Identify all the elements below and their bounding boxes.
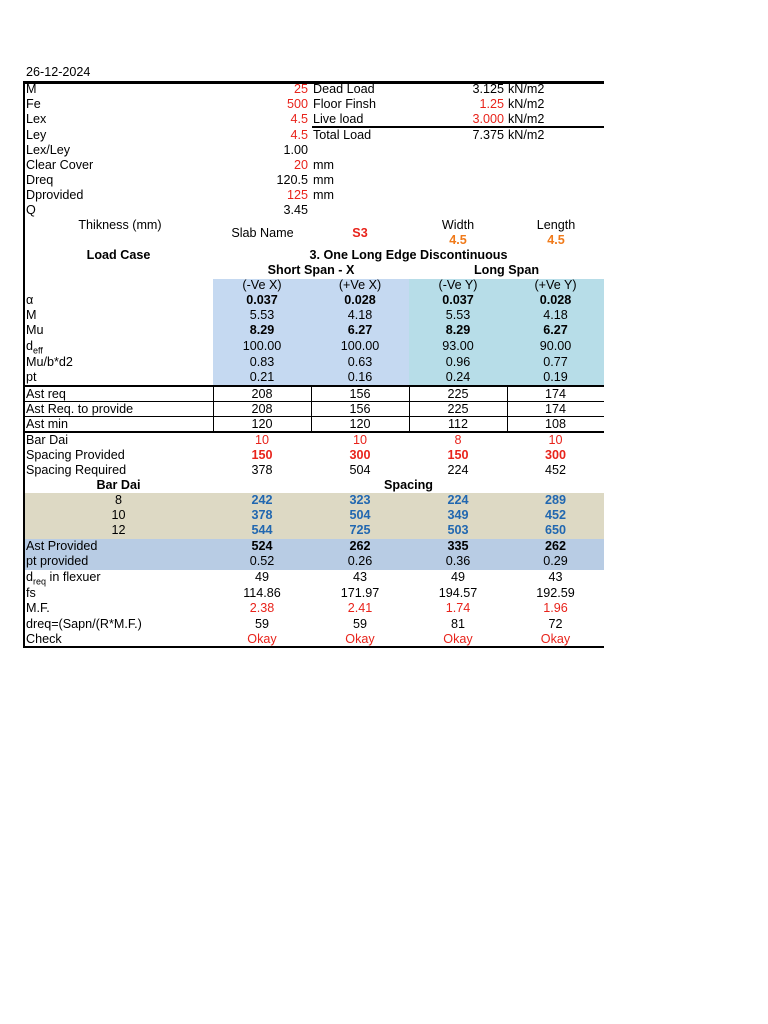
cell-value: 0.29	[543, 554, 568, 568]
row-label: Spacing Required	[26, 463, 127, 477]
cell-value: 2.41	[347, 601, 373, 615]
load-label: Dead Load	[313, 82, 375, 96]
spacing-bar-dia: 10	[111, 508, 126, 522]
load-case-title: 3. One Long Edge Discontinuous	[309, 248, 508, 262]
slab-name-label: Slab Name	[231, 226, 294, 240]
cell-value: 174	[544, 402, 566, 416]
spacing-bar-dia: 8	[114, 493, 122, 507]
input-label: Dreq	[26, 173, 54, 187]
cell-value: 1.74	[445, 601, 471, 615]
cell-value: 0.037	[246, 293, 278, 307]
cell-value: 4.18	[347, 308, 373, 322]
cell-value: Okay	[247, 632, 277, 646]
input-value: 20	[293, 158, 308, 172]
cell-value: 8.29	[249, 323, 275, 337]
cell-value: 0.24	[445, 370, 471, 384]
input-value: 125	[286, 188, 308, 202]
spacing-value: 349	[447, 508, 469, 522]
cell-value: 0.028	[344, 293, 376, 307]
cell-value: 0.96	[445, 355, 471, 369]
cell-value: 8	[454, 433, 462, 447]
cell-value: 100.00	[340, 339, 380, 353]
cell-value: 0.16	[347, 370, 373, 384]
spacing-value: 452	[544, 508, 566, 522]
cell-value: 59	[254, 617, 269, 631]
cell-value: 225	[447, 402, 469, 416]
cell-value: 335	[447, 539, 469, 553]
cell-value: 43	[548, 570, 563, 584]
cell-value: 208	[251, 402, 273, 416]
input-value: 3.45	[283, 203, 308, 217]
load-unit: kN/m2	[508, 97, 545, 111]
input-label: Clear Cover	[26, 158, 94, 172]
sheet-left-border	[23, 81, 25, 647]
row-label-main: d	[26, 339, 34, 353]
row-label: Bar Dai	[26, 433, 68, 447]
cell-value: 6.27	[543, 323, 568, 337]
cell-value: 174	[544, 387, 566, 401]
cell-value: 90.00	[539, 339, 572, 353]
load-label: Floor Finsh	[313, 97, 376, 111]
cell-value: 0.52	[249, 554, 275, 568]
row-label-main: d	[26, 570, 34, 584]
load-unit: kN/m2	[508, 112, 545, 126]
cell-value: 208	[251, 387, 273, 401]
input-label: Dprovided	[26, 188, 84, 202]
input-label: Lex	[26, 112, 47, 126]
spacing-value: 242	[251, 493, 273, 507]
cell-value: 59	[352, 617, 367, 631]
row-label: M.F.	[26, 601, 50, 615]
cell-value: 192.59	[536, 586, 575, 600]
input-label: Lex/Ley	[26, 143, 71, 157]
cell-value: 0.83	[249, 355, 275, 369]
cell-value: 2.38	[249, 601, 275, 615]
input-value: 4.5	[290, 128, 308, 142]
cell-value: Okay	[345, 632, 375, 646]
cell-value: 49	[450, 570, 465, 584]
row-label: Mu	[26, 323, 44, 337]
cell-value: 0.19	[543, 370, 568, 384]
row-label: pt	[26, 370, 37, 384]
cell-value: 262	[544, 539, 566, 553]
spacing-value: 503	[447, 523, 469, 537]
row-label: M	[26, 308, 37, 322]
row-label: Ast min	[26, 417, 68, 431]
cell-value: 0.21	[249, 370, 275, 384]
spacing-value: 378	[251, 508, 273, 522]
cell-value: 108	[544, 417, 566, 431]
col-header-neg-x: (-Ve X)	[242, 278, 282, 292]
cell-value: 504	[349, 463, 371, 477]
row-label: α	[26, 293, 34, 307]
spacing-bar-dai-label: Bar Dai	[96, 478, 141, 492]
row-label: dreq=(Sapn/(R*M.F.)	[26, 617, 142, 631]
row-label: fs	[26, 586, 36, 600]
col-header-pos-y: (+Ve Y)	[534, 278, 577, 292]
row-label: Check	[26, 632, 62, 646]
length-label: Length	[536, 218, 576, 232]
load-value: 3.000	[472, 112, 504, 126]
load-value: 7.375	[472, 128, 504, 142]
cell-value: 8.29	[445, 323, 471, 337]
spacing-value: 504	[349, 508, 371, 522]
cell-value: 0.36	[445, 554, 471, 568]
input-unit: mm	[313, 188, 334, 202]
cell-value: 114.86	[243, 586, 281, 600]
length-value: 4.5	[547, 233, 565, 247]
cell-value: 100.00	[242, 339, 282, 353]
width-value: 4.5	[449, 233, 467, 247]
cell-value: 0.037	[442, 293, 474, 307]
spacing-value: 650	[544, 523, 566, 537]
cell-value: 156	[349, 402, 371, 416]
input-value: 4.5	[290, 112, 308, 126]
load-unit: kN/m2	[508, 128, 545, 142]
load-unit: kN/m2	[508, 82, 545, 96]
cell-value: 150	[251, 448, 273, 462]
date: 26-12-2024	[26, 65, 91, 79]
width-label: Width	[441, 218, 475, 232]
row-label: Mu/b*d2	[26, 355, 73, 369]
row-label	[26, 570, 101, 585]
slab-name: S3	[352, 226, 368, 240]
cell-value: 5.53	[249, 308, 275, 322]
cell-value: 171.97	[340, 586, 380, 600]
row-label-suffix: in flexuer	[46, 570, 101, 584]
row-label: pt provided	[26, 554, 89, 568]
cell-value: 10	[352, 433, 367, 447]
spacing-value: 289	[544, 493, 566, 507]
cell-value: 4.18	[543, 308, 568, 322]
load-case-label: Load Case	[86, 248, 151, 262]
col-header-pos-x: (+Ve X)	[338, 278, 382, 292]
thickness-label: Thikness (mm)	[78, 218, 162, 232]
cell-value: 10	[254, 433, 269, 447]
cell-value: 6.27	[347, 323, 373, 337]
spacing-bar-dia: 12	[111, 523, 126, 537]
cell-value: 300	[544, 448, 566, 462]
cell-value: 0.77	[543, 355, 568, 369]
cell-value: 0.63	[347, 355, 373, 369]
row-label: Spacing Provided	[26, 448, 125, 462]
spacing-value: 725	[349, 523, 371, 537]
cell-value: 72	[548, 617, 563, 631]
cell-value: 524	[251, 539, 273, 553]
cell-value: 225	[447, 387, 469, 401]
cell-value: Okay	[540, 632, 571, 646]
cell-value: 49	[254, 570, 269, 584]
load-label: Total Load	[313, 128, 372, 142]
cell-value: 0.028	[539, 293, 572, 307]
load-value: 1.25	[479, 97, 504, 111]
input-unit: mm	[313, 173, 334, 187]
cell-value: 112	[447, 417, 469, 431]
cell-value: 150	[447, 448, 469, 462]
input-unit: mm	[313, 158, 334, 172]
cell-value: 378	[251, 463, 273, 477]
cell-value: 300	[349, 448, 371, 462]
input-value: 120.5	[276, 173, 308, 187]
input-label: Fe	[26, 97, 41, 111]
input-label: M	[26, 82, 37, 96]
cell-value: 93.00	[442, 339, 474, 353]
row-label: Ast req	[26, 387, 66, 401]
spacing-value: 224	[447, 493, 469, 507]
spacing-value: 323	[349, 493, 371, 507]
cell-value: 43	[352, 570, 367, 584]
cell-value: 10	[548, 433, 563, 447]
load-value: 3.125	[472, 82, 504, 96]
cell-value: 120	[349, 417, 371, 431]
col-header-neg-y: (-Ve Y)	[438, 278, 478, 292]
row-label	[26, 339, 43, 354]
input-label: Q	[26, 203, 36, 217]
input-value: 500	[286, 97, 308, 111]
cell-value: 120	[251, 417, 273, 431]
row-label: Ast Provided	[26, 539, 98, 553]
cell-value: Okay	[443, 632, 473, 646]
cell-value: 262	[349, 539, 371, 553]
row-label: Ast Req. to provide	[26, 402, 134, 416]
cell-value: 224	[447, 463, 469, 477]
cell-value: 81	[450, 617, 465, 631]
cell-value: 1.96	[543, 601, 568, 615]
long-span-label: Long Span	[473, 263, 540, 277]
cell-value: 0.26	[347, 554, 373, 568]
short-span-label: Short Span - X	[267, 263, 355, 277]
spacing-value: 544	[251, 523, 273, 537]
load-label: Live load	[313, 112, 364, 126]
row-label-subscript: req	[33, 576, 47, 587]
input-label: Ley	[26, 128, 47, 142]
cell-value: 194.57	[438, 586, 478, 600]
input-value: 25	[293, 82, 308, 96]
row-label-subscript: eff	[33, 345, 43, 356]
input-value: 1.00	[283, 143, 308, 157]
cell-value: 452	[544, 463, 566, 477]
spacing-label: Spacing	[384, 478, 433, 492]
cell-value: 156	[349, 387, 371, 401]
cell-value: 5.53	[445, 308, 471, 322]
